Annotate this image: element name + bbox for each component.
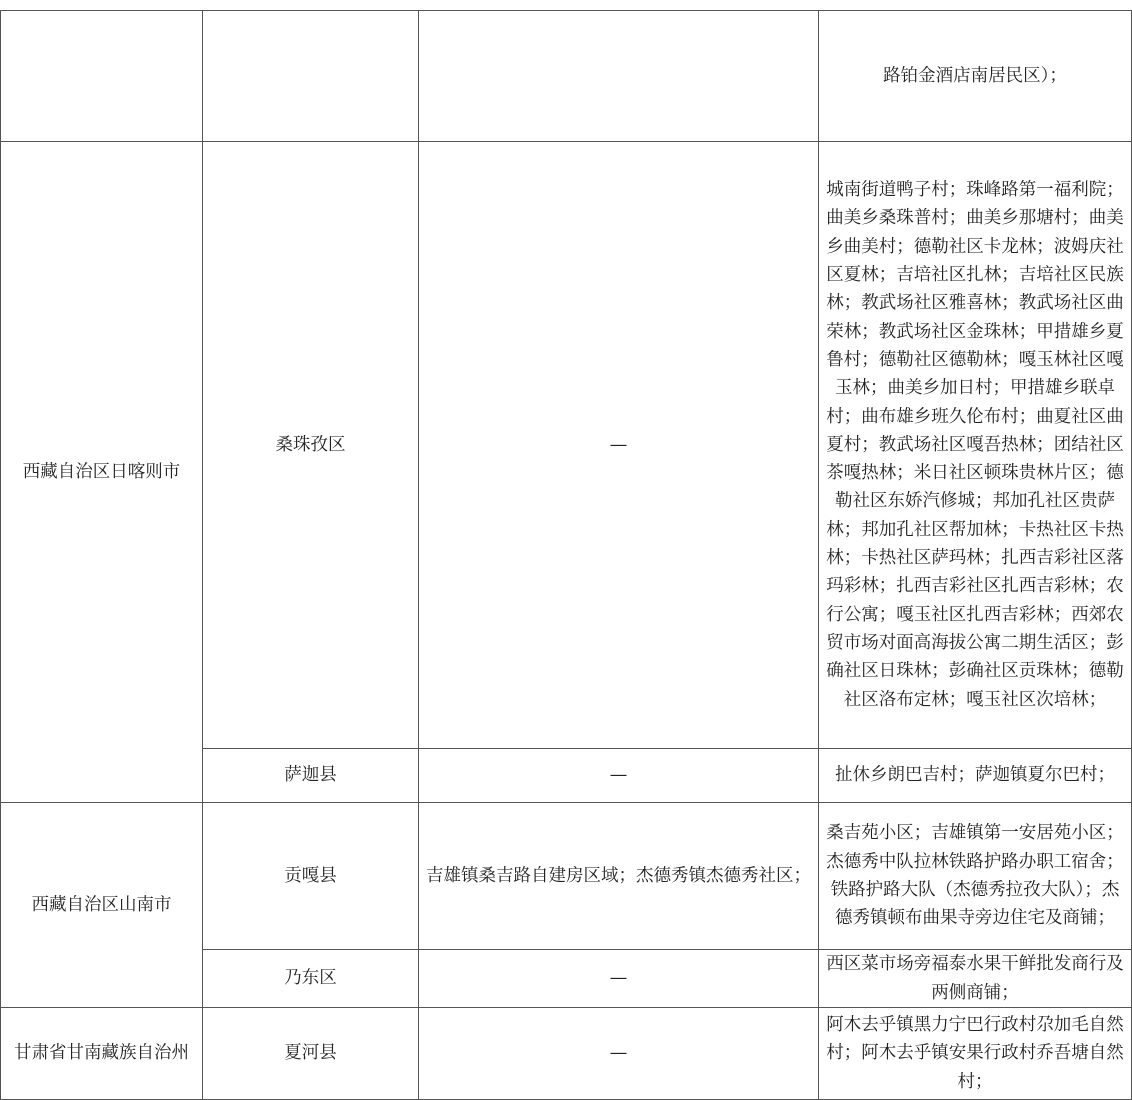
area-cell: — [419, 142, 819, 749]
table-row [1, 142, 1132, 749]
spots-cell: 路铂金酒店南居民区）； [819, 11, 1132, 142]
district-cell: 萨迦县 [203, 749, 419, 803]
table-row [1, 1008, 1132, 1100]
district-cell: 乃东区 [203, 950, 419, 1008]
area-cell: — [419, 1008, 819, 1100]
table-row [1, 11, 1132, 142]
spots-cell: 扯休乡朗巴吉村；萨迦镇夏尔巴村； [819, 749, 1132, 803]
spots-cell: 阿木去乎镇黑力宁巴行政村尕加毛自然村；阿木去乎镇安果行政村乔吾塘自然村； [819, 1008, 1132, 1100]
district-cell: 夏河县 [203, 1008, 419, 1100]
city-cell: 西藏自治区日喀则市 [1, 142, 203, 803]
city-cell-continued [1, 11, 203, 142]
area-cell: — [419, 749, 819, 803]
district-cell: 桑珠孜区 [203, 142, 419, 749]
risk-area-table [0, 10, 1132, 1100]
spots-cell: 桑吉苑小区；吉雄镇第一安居苑小区；杰德秀中队拉林铁路护路办职工宿舍；铁路护路大队（杰德秀拉孜大队）；杰德秀镇顿布曲果寺旁边住宅及商铺； [819, 803, 1132, 950]
area-cell: — [419, 950, 819, 1008]
spots-cell: 西区菜市场旁福泰水果干鲜批发商行及两侧商铺； [819, 950, 1132, 1008]
district-cell: 贡嘎县 [203, 803, 419, 950]
city-cell: 西藏自治区山南市 [1, 803, 203, 1008]
district-cell [203, 11, 419, 142]
table-row [1, 803, 1132, 950]
spots-cell: 城南街道鸭子村；珠峰路第一福利院；曲美乡桑珠普村；曲美乡那塘村；曲美乡曲美村；德勒社区卡龙林；波姆庆社区夏林；吉培社区扎林；吉培社区民族林；教武场社区雅喜林；教武场社区曲荣林；教武场社区金珠林；甲措雄乡夏鲁村；德勒社区德勒林；嘎玉林社区嘎玉林；曲美乡加日村；甲措雄乡联卓村；曲布雄乡班久伦布村；曲夏社区曲夏村；教武场社区嘎吾热林；团结社区茶嘎热林；米日社区顿珠贵林片区；德勒社区东娇汽修城；邦加孔社区贵萨林；邦加孔社区帮加林；卡热社区卡热林；卡热社区萨玛林；扎西吉彩社区落玛彩林；扎西吉彩社区扎西吉彩林；农行公寓；嘎玉社区扎西吉彩林；西郊农贸市场对面高海拔公寓二期生活区；彭确社区日珠林；彭确社区贡珠林；德勒社区洛布定林；嘎玉社区次培林； [819, 142, 1132, 749]
area-cell: 吉雄镇桑吉路自建房区域；杰德秀镇杰德秀社区； [419, 803, 819, 950]
area-cell [419, 11, 819, 142]
city-cell: 甘肃省甘南藏族自治州 [1, 1008, 203, 1100]
